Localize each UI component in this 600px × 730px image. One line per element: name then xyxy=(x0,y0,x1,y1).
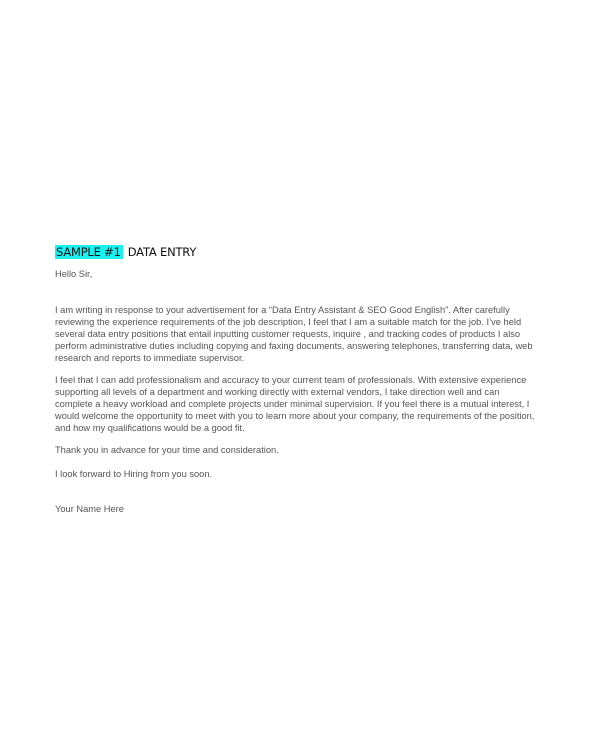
sample-number-highlight: SAMPLE #1 xyxy=(56,245,121,259)
paragraph-line: complete a heavy workload and complete projects under minimal supervision. If you feel there is a mutual interest, I xyxy=(55,399,530,409)
paragraph-line: would welcome the opportunity to meet with you to learn more about your company, the requirements of the position, xyxy=(55,411,535,421)
paragraph-line: I feel that I can add professionalism and accuracy to your current team of professionals. With extensive experience xyxy=(55,375,527,385)
paragraph-line: supporting all levels of a department and working directly with external vendors, I take direction well and can xyxy=(55,387,500,397)
paragraph-line: and how my qualifications would be a good fit. xyxy=(55,423,245,433)
sample-heading xyxy=(55,245,196,259)
paragraph-1 xyxy=(55,304,533,364)
paragraph-line: reviewing the experience requirements of the job description, I feel that I am a suitable match for the job. I’ve held xyxy=(55,317,522,327)
paragraph-line: I am writing in response to your advertisement for a “Data Entry Assistant & SEO Good English”. After carefully xyxy=(55,305,510,315)
paragraph-line: research and reports to immediate supervisor. xyxy=(55,353,245,363)
thanks-line: Thank you in advance for your time and consideration. xyxy=(55,445,279,455)
closing-line: I look forward to Hiring from you soon. xyxy=(55,469,213,479)
signature: Your Name Here xyxy=(55,504,124,514)
paragraph-line: perform administrative duties including copying and faxing documents, answering telephones, transferring data, web xyxy=(55,341,533,351)
paragraph-2 xyxy=(55,374,534,434)
salutation: Hello Sir, xyxy=(55,269,93,279)
sample-title: DATA ENTRY xyxy=(127,245,197,259)
paragraph-line: several data entry positions that entail inputting customer requests, inquire , and tracking codes of products I also xyxy=(55,329,521,339)
